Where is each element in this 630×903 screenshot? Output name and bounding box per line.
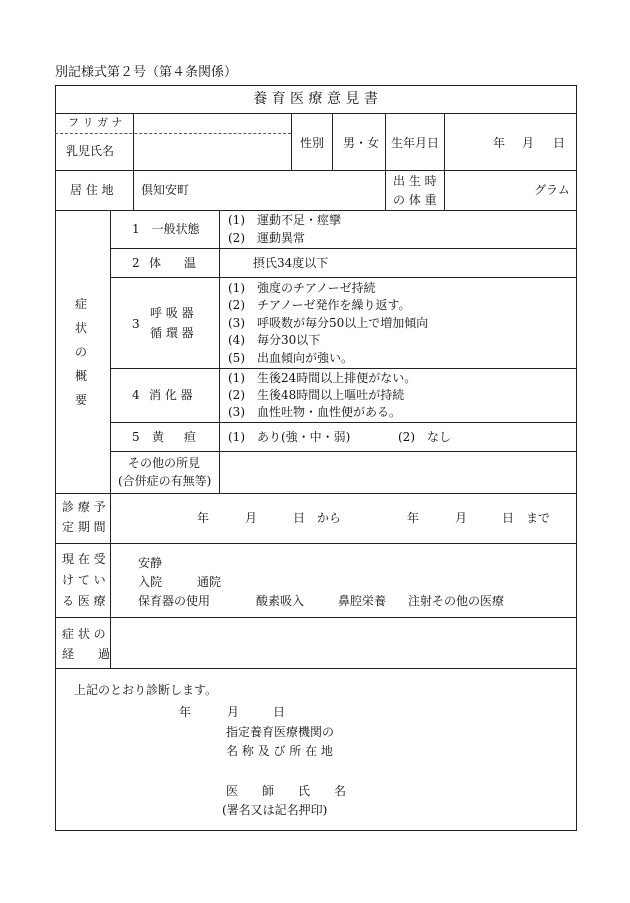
temp-label-a: 体: [149, 256, 162, 270]
period-start-month: 月: [245, 511, 258, 525]
option-oxygen[interactable]: 酸素吸入: [256, 594, 305, 608]
course-label-2: 経 過: [62, 647, 111, 661]
jaundice-num: 5: [132, 430, 140, 444]
footer-year: 年: [179, 705, 192, 719]
resp-item-4: (4) 毎分30以下: [228, 333, 321, 347]
current-label-1: 現 在 受: [62, 552, 106, 566]
other-findings-label: その他の所見: [128, 456, 201, 470]
general-state-label: 1 一般状態: [132, 222, 200, 236]
sex-options[interactable]: 男・女: [343, 136, 380, 150]
period-end-month: 月: [455, 511, 468, 525]
jaundice-option-yes[interactable]: (1) あり(強・中・弱): [228, 430, 351, 444]
birth-weight-label-2: の 体 重: [393, 193, 437, 207]
infant-name-label: 乳児氏名: [66, 144, 115, 158]
symptoms-label-2: 状: [75, 321, 88, 335]
resp-num: 3: [132, 317, 140, 331]
digest-label: 消 化 器: [149, 388, 193, 402]
infant-name-field[interactable]: [134, 134, 290, 169]
footer-month: 月: [227, 705, 240, 719]
furigana-label: フ リ ガ ナ: [68, 116, 123, 129]
temp-value: 摂氏34度以下: [253, 256, 329, 270]
option-inpatient[interactable]: 入院: [138, 575, 163, 589]
symptoms-label-3: の: [75, 345, 88, 359]
period-end-day: 日 まで: [502, 511, 551, 525]
form-title: 養 育 医 療 意 見 書: [253, 91, 378, 107]
dob-label: 生年月日: [391, 136, 440, 150]
dob-year: 年: [493, 136, 506, 150]
seal-note: (署名又は記名押印): [222, 803, 328, 817]
digest-num: 4: [132, 388, 140, 402]
circ-label: 循 環 器: [150, 326, 194, 340]
institution-label-2: 名 称 及 び 所 在 地: [226, 744, 333, 758]
jaundice-label-a: 黄: [152, 430, 165, 444]
complications-label: (合併症の有無等): [118, 474, 212, 488]
address-label: 居 住 地: [70, 183, 114, 197]
period-start-day: 日 から: [293, 511, 342, 525]
other-findings-field[interactable]: [220, 452, 575, 492]
diagnosis-statement: 上記のとおり診断します。: [74, 683, 218, 697]
option-incubator[interactable]: 保育器の使用: [138, 594, 211, 608]
general-item-2: (2) 運動異常: [228, 231, 305, 245]
address-value[interactable]: 倶知安町: [141, 183, 190, 197]
option-injection-other[interactable]: 注射その他の医療: [408, 594, 505, 608]
option-rest[interactable]: 安静: [138, 556, 163, 570]
digest-item-1: (1) 生後24時間以上排便がない。: [228, 371, 417, 385]
current-label-2: け て い: [62, 573, 106, 587]
dob-month: 月: [522, 136, 535, 150]
symptoms-label-5: 要: [75, 393, 88, 407]
general-item-1: (1) 運動不足・痙攣: [228, 213, 341, 227]
resp-label: 呼 吸 器: [150, 306, 194, 320]
option-nasal-feeding[interactable]: 鼻腔栄養: [338, 594, 387, 608]
jaundice-label-b: 疸: [184, 430, 197, 444]
doctor-name-label: 医 師 氏 名: [226, 784, 347, 798]
sex-label: 性別: [300, 136, 325, 150]
digest-item-2: (2) 生後48時間以上嘔吐が持続: [228, 388, 405, 402]
footer-day: 日: [273, 705, 286, 719]
period-start-year: 年: [197, 511, 210, 525]
period-label-2: 定 期 間: [62, 520, 106, 534]
resp-item-3: (3) 呼吸数が毎分50以上で増加傾向: [228, 316, 429, 330]
birth-weight-label-1: 出 生 時: [393, 174, 437, 188]
digest-item-3: (3) 血性吐物・血性便がある。: [228, 405, 401, 419]
form-number: 別記様式第２号（第４条関係）: [55, 65, 238, 80]
period-end-year: 年: [407, 511, 420, 525]
symptoms-label-1: 症: [75, 297, 88, 311]
furigana-field[interactable]: [134, 114, 290, 133]
option-outpatient[interactable]: 通院: [197, 575, 222, 589]
gram-unit: グラム: [534, 183, 570, 197]
resp-item-5: (5) 出血傾向が強い。: [228, 351, 353, 365]
institution-label-1: 指定養育医療機関の: [226, 725, 335, 739]
course-field[interactable]: [111, 618, 575, 667]
jaundice-option-no[interactable]: (2) なし: [398, 430, 451, 444]
temp-num: 2: [132, 256, 140, 270]
resp-item-1: (1) 強度のチアノーゼ持続: [228, 281, 376, 295]
dob-day: 日: [553, 136, 566, 150]
course-label-1: 症 状 の: [62, 627, 106, 641]
period-label-1: 診 療 予: [62, 500, 106, 514]
resp-item-2: (2) チアノーゼ発作を繰り返す。: [228, 298, 411, 312]
current-label-3: る 医 療: [62, 594, 106, 608]
symptoms-label-4: 概: [75, 369, 88, 383]
temp-label-b: 温: [184, 256, 197, 270]
